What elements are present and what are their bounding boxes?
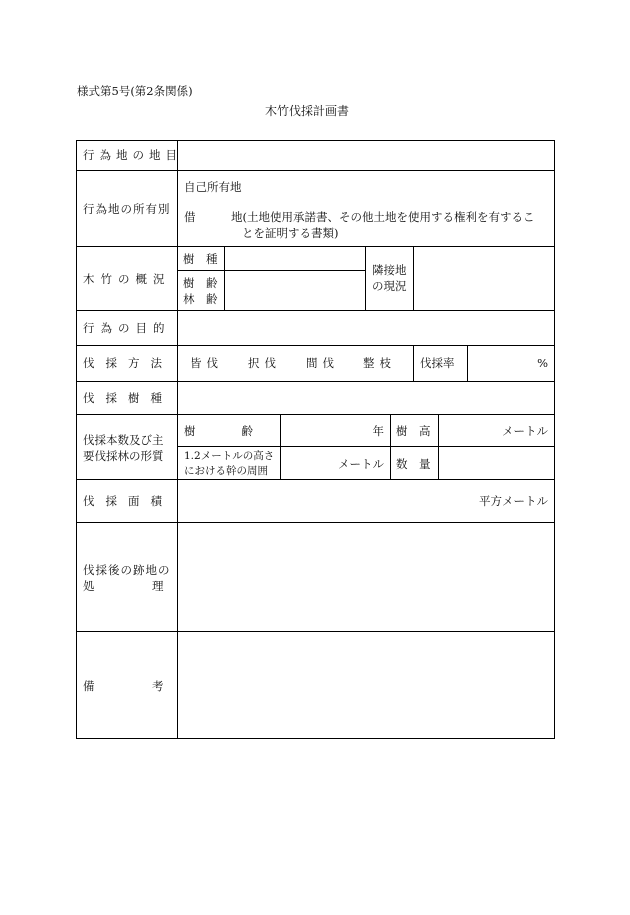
count-age-unit: 年	[372, 424, 384, 438]
rate-label: 伐採率	[420, 356, 455, 370]
remarks-input[interactable]	[178, 632, 554, 738]
girth-label-1: 1.2メートルの高さ	[184, 450, 275, 462]
method-option-thinning[interactable]: 間伐	[306, 356, 339, 370]
count-label-line1: 伐採本数及び主	[83, 433, 164, 447]
method-option-clearcut[interactable]: 皆伐	[190, 356, 223, 370]
aftercare-input[interactable]	[178, 523, 554, 631]
rate-unit: %	[537, 356, 548, 370]
forest-age-label: 林 齢	[183, 292, 218, 306]
remarks-label: 備 考	[83, 679, 164, 693]
girth-unit: メートル	[338, 457, 384, 471]
overview-label: 木竹の概況	[83, 272, 171, 286]
adjacent-label-1: 隣接地	[372, 263, 407, 277]
ownership-label: 行為地の所有別	[83, 202, 171, 216]
form-title: 木竹伐採計画書	[265, 104, 350, 118]
aftercare-label-line2: 処 理	[83, 579, 164, 593]
ownership-borrowed-line2: とを証明する書類)	[242, 226, 339, 240]
count-age-label: 樹 齢	[184, 424, 253, 438]
species-input[interactable]	[225, 247, 364, 270]
adjacent-label-2: の現況	[372, 279, 407, 293]
location-label: 行為地の地目	[83, 148, 182, 162]
girth-label-2: における幹の周囲	[184, 465, 268, 477]
method-label: 伐採方法	[83, 356, 173, 370]
ownership-borrowed-prefix[interactable]: 借	[184, 210, 196, 224]
purpose-label: 行為の目的	[83, 321, 171, 335]
age-input[interactable]	[225, 271, 364, 310]
quantity-label: 数 量	[396, 457, 431, 471]
aftercare-label-line1: 伐採後の跡地の	[83, 563, 171, 577]
location-input[interactable]	[178, 141, 554, 170]
count-label-line2: 要伐採林の形質	[83, 449, 164, 463]
height-unit: メートル	[502, 424, 548, 438]
ownership-own[interactable]: 自己所有地	[184, 180, 242, 194]
tree-age-label: 樹 齢	[183, 276, 218, 290]
area-label: 伐採面積	[83, 494, 173, 508]
purpose-input[interactable]	[178, 311, 554, 345]
method-option-selective[interactable]: 択伐	[248, 356, 281, 370]
cut-species-input[interactable]	[178, 382, 554, 414]
method-option-pruning[interactable]: 整枝	[363, 356, 396, 370]
ownership-borrowed-line1: 地(土地使用承諾書、その他土地を使用する権利を有するこ	[231, 210, 535, 224]
area-unit: 平方メートル	[479, 494, 548, 508]
species-label: 樹 種	[183, 252, 218, 266]
cut-species-label: 伐採樹種	[83, 391, 173, 405]
height-label: 樹 高	[396, 424, 431, 438]
quantity-input[interactable]	[439, 447, 554, 479]
form-number: 様式第5号(第2条関係)	[77, 84, 193, 98]
adjacent-input[interactable]	[414, 247, 554, 310]
